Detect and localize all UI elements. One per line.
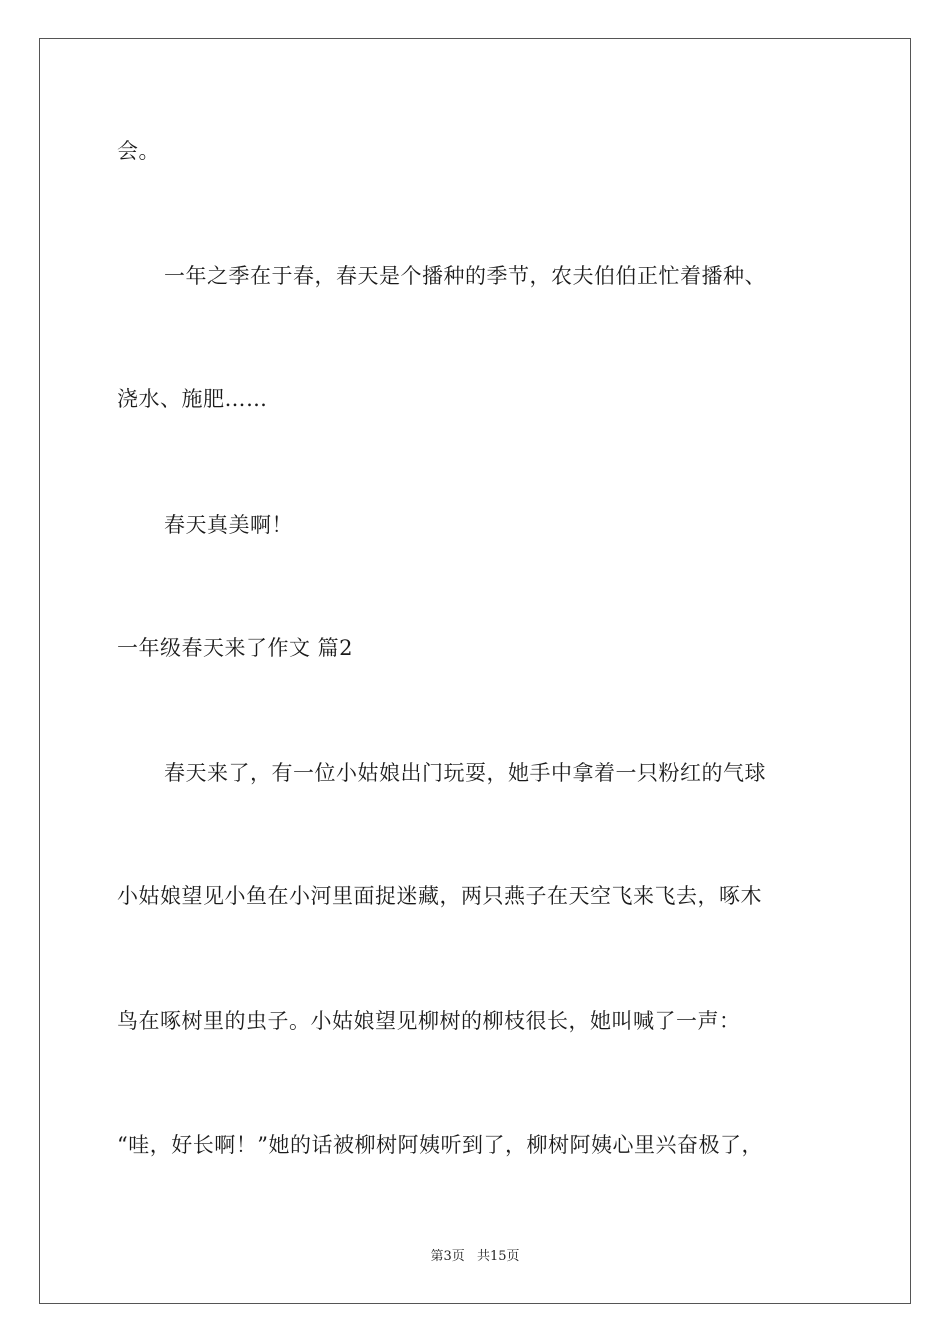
text-line-6: 春天来了，有一位小姑娘出门玩耍，她手中拿着一只粉红的气球 [164,761,766,785]
page-number: 第3页 [430,1249,465,1264]
text-line-3: 浇水、施肥…… [117,387,268,411]
text-line-4: 春天真美啊！ [164,513,293,537]
text-line-2: 一年之季在于春，春天是个播种的季节，农夫伯伯正忙着播种、 [164,264,766,288]
page-border [39,38,911,1304]
section-heading: 一年级春天来了作文 篇2 [117,636,354,660]
text-line-8: 鸟在啄树里的虫子。小姑娘望见柳树的柳枝很长，她叫喊了一声： [117,1009,741,1033]
text-line-9: “哇，好长啊！”她的话被柳树阿姨听到了，柳树阿姨心里兴奋极了， [117,1133,763,1157]
text-line-1: 会。 [117,139,160,163]
page-footer [0,1248,950,1266]
text-line-7: 小姑娘望见小鱼在小河里面捉迷藏，两只燕子在天空飞来飞去，啄木 [117,884,762,908]
page-total: 共15页 [476,1249,520,1264]
